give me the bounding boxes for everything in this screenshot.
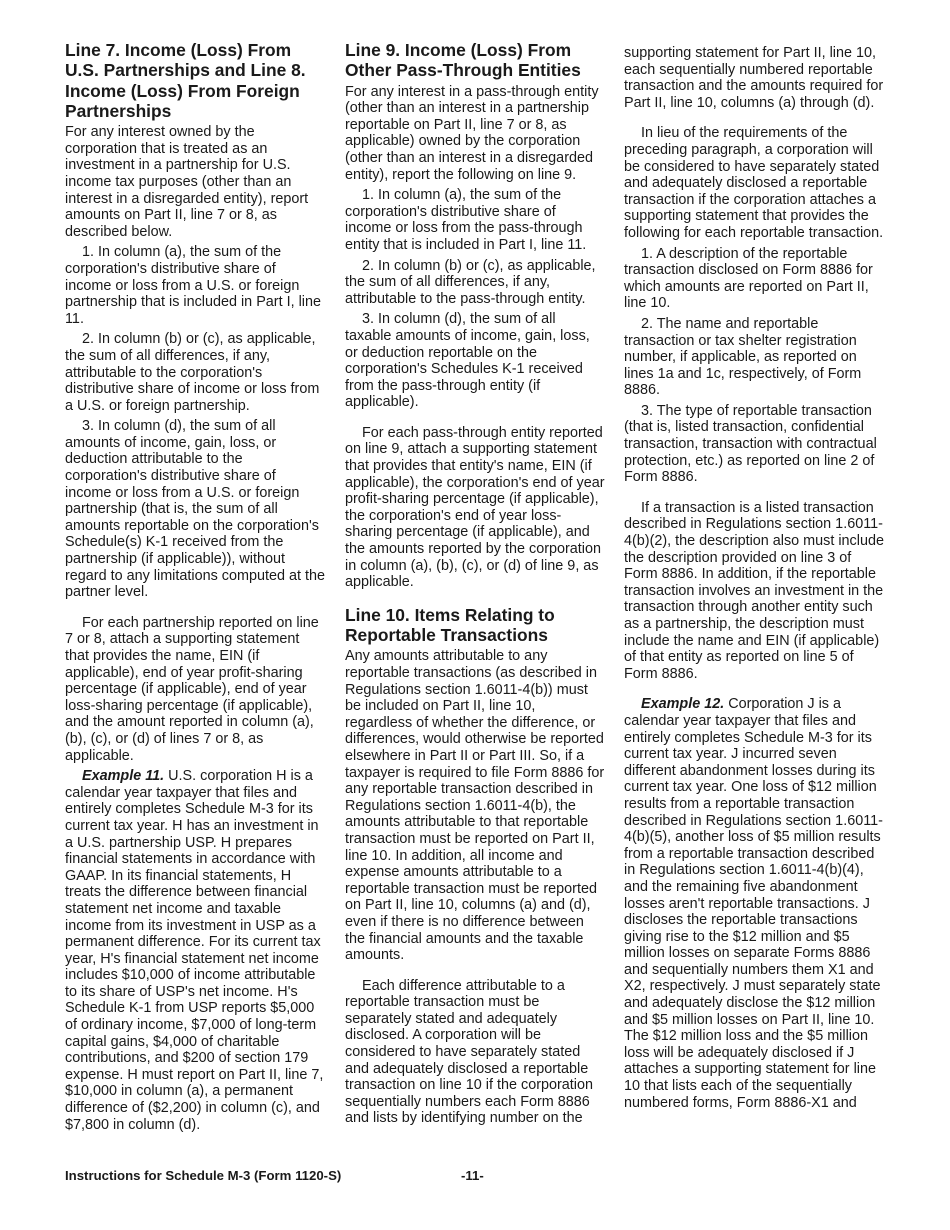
column-1 — [65, 40, 325, 1137]
list-item: 1. In column (a), the sum of the corporation's distributive share of income or loss from the pass-through entity that is included in Part I, line 11. — [345, 187, 587, 253]
page-footer — [65, 1168, 890, 1186]
list-item: 1. A description of the reportable transaction disclosed on Form 8886 for which amounts are reported on Part II, line 10. — [624, 245, 873, 312]
example-text: Corporation J is a calendar year taxpayer that files and entirely completes Schedule M-3 for its current tax year. J incurred seven different abandonment losses during its current tax year. One loss of $12 million results from a reportable transaction described in Regulations section 1.6011-4(b)(5), another loss of $5 million results from a reportable transaction described in Regulations section 1.6011-4(b)(4), and the remaining five abandonment losses aren't reportable transactions. J discloses the reportable transactions giving rise to the $12 million and $5 million losses on separate Forms 8886 and sequentially numbers them X1 and X2, respectively. J must separately state and adequately disclose the $12 million and $5 million losses on Part II, line 10. The $12 million loss and the $5 million loss will be adequately disclosed if J attaches a supporting statement for line 10 that lists each of the sequentially numbered forms, Form 8886-X1 and — [624, 696, 883, 1111]
example-12 — [624, 696, 884, 1111]
list-item: 3. In column (d), the sum of all taxable amounts of income, gain, loss, or deduction reportable on the corporation's Schedules K-1 received from the pass-through entity (if applicable). — [345, 311, 590, 411]
example-label: Example 11. — [82, 768, 165, 785]
page-number: -11- — [461, 1168, 484, 1183]
paragraph: For each pass-through entity reported on line 9, attach a supporting statement that provides that entity's name, EIN (if applicable), the corporation's end of year profit-sharing percentage (if applicable), the corporation's end of year loss-sharing percentage (if applicable), and the amounts reported by the corporation in column (a), (b), (c), or (d) of line 9, as applicable. — [345, 424, 605, 591]
example-11 — [65, 768, 325, 1133]
paragraph: For any interest in a pass-through entity (other than an interest in a partnership reportable on Part II, line 7 or 8, as applicable) owned by the corporation (other than an interest in a disregarded entity), report the following on line 9. — [345, 83, 599, 183]
section-heading-line-10: Line 10. Items Relating to Reportable Transactions — [345, 604, 555, 646]
list-item: 2. In column (b) or (c), as applicable, the sum of all differences, if any, attributable to the pass-through entity. — [345, 257, 596, 307]
column-3 — [624, 45, 884, 1115]
example-text: U.S. corporation H is a calendar year taxpayer that files and entirely completes Schedule M-3 for its current tax year. H has an investment in a U.S. partnership USP. H prepares financial statements in accordance with GAAP. In its financial statements, H treats the difference between financial statement net income and taxable income from its investment in USP as a permanent difference. For its current tax year, H's financial statement net income includes $10,000 of income attributable to its share of USP's net income. H's Schedule K-1 from USP reports $5,000 of ordinary income, $7,000 of long-term capital gains, $4,000 of charitable contributions, and $200 of section 179 expense. H must report on Part II, line 7, $10,000 in column (a), a permanent difference of ($2,200) in column (c), and $7,800 in column (d). — [65, 768, 324, 1133]
section-heading-line-9: Line 9. Income (Loss) From Other Pass-Through Entities — [345, 40, 581, 81]
paragraph: For each partnership reported on line 7 or 8, attach a supporting statement that provides the name, EIN (if applicable), end of year profit-sharing percentage (if applicable), end of year loss-sharing percentage (if applicable), and the amount reported in column (a), (b), (c), or (d) of lines 7 or 8, as applicable. — [65, 614, 319, 764]
list-item: 3. In column (d), the sum of all amounts of income, gain, loss, or deduction attributable to the corporation's distributive share of income or loss from a U.S. or foreign partnership (that is, the sum of all amounts reportable on the corporation's Schedule(s) K-1 received from the partnership (if applicable)), without regard to any limitations computed at the partner level. — [65, 418, 325, 601]
list-item: 2. In column (b) or (c), as applicable, the sum of all differences, if any, attributable to the corporation's distributive share of income or loss from a U.S. or foreign partnership. — [65, 331, 320, 414]
footer-title: Instructions for Schedule M-3 (Form 1120-S) — [65, 1168, 342, 1183]
list-item: 1. In column (a), the sum of the corporation's distributive share of income or loss from a U.S. or foreign partnership that is included in Part I, line 11. — [65, 244, 321, 327]
paragraph: For any interest owned by the corporation that is treated as an investment in a partnership for U.S. income tax purposes (other than an interest in a disregarded entity), report amounts on Part II, line 7 or 8, as described below. — [65, 124, 309, 240]
list-item: 2. The name and reportable transaction or tax shelter registration number, if applicable, as reported on lines 1a and 1c, respectively, of Form 8886. — [624, 315, 862, 399]
paragraph: Any amounts attributable to any reportable transactions (as described in Regulations section 1.6011-4(b)) must be included on Part II, line 10, regardless of whether the difference, or differences, would otherwise be reported elsewhere in Part II or Part III. So, if a taxpayer is required to file Form 8886 for any reportable transaction described in Regulations section 1.6011-4(b), the amounts attributable to that reportable transaction must be reported on Part II, line 10. In addition, all income and expense amounts attributable to a reportable transaction must be reported on Part II, line 10, columns (a) and (d), even if there is no difference between the financial amounts and the taxable amounts. — [345, 648, 605, 964]
list-item: 3. The type of reportable transaction (that is, listed transaction, confidential transaction, transaction with contractual protection, etc.) as reported on line 2 of Form 8886. — [624, 402, 877, 486]
paragraph: Each difference attributable to a reportable transaction must be separately stated and adequately disclosed. A corporation will be considered to have separately stated and adequately disclosed a reportable transaction on line 10 if the corporation sequentially numbers each Form 8886 and lists by identifying number on the — [345, 977, 593, 1127]
column-2 — [345, 40, 605, 1131]
paragraph: If a transaction is a listed transaction described in Regulations section 1.6011-4(b)(2), the description also must include the description provided on line 3 of Form 8886. In addition, if the reportable transaction involves an investment in the transaction through another entity such as a partnership, the description must include the name and EIN (if applicable) of that entity as reported on line 5 of Form 8886. — [624, 499, 884, 682]
example-label: Example 12. — [641, 696, 725, 713]
paragraph: In lieu of the requirements of the preceding paragraph, a corporation will be considered to have separately stated and adequately disclosed a reportable transaction if the corporation attaches a supporting statement that provides the following for each reportable transaction. — [624, 125, 884, 241]
paragraph-continued: supporting statement for Part II, line 10, each sequentially numbered reportable transaction and the amounts required for Part II, line 10, columns (a) through (d). — [624, 45, 884, 111]
section-heading-line-7-8: Line 7. Income (Loss) From U.S. Partnerships and Line 8. Income (Loss) From Foreign Partnerships — [65, 40, 306, 121]
